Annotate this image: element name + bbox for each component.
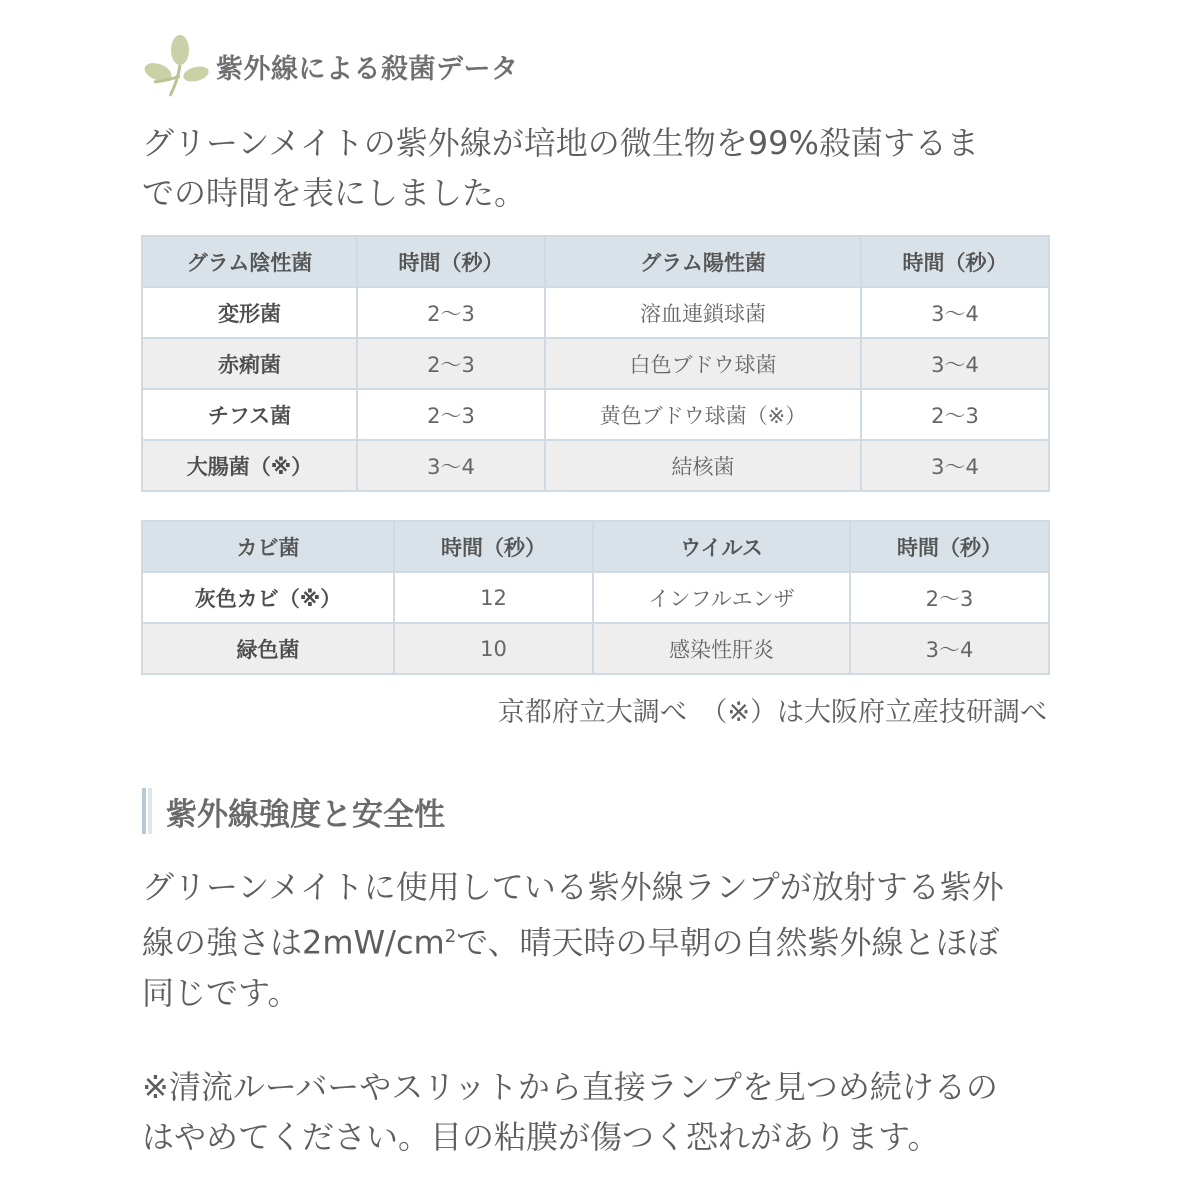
table-cell: 3〜4	[861, 287, 1049, 338]
intro-line-2: での時間を表にしました。	[142, 174, 527, 212]
uv-line-3: 同じです。	[142, 973, 300, 1012]
table-cell: インフルエンザ	[593, 572, 850, 623]
warning-line-1: ※清流ルーバーやスリットから直接ランプを見つめ続けるの	[142, 1068, 998, 1106]
header-gram-positive: グラム陽性菌	[545, 236, 861, 287]
table-cell: 変形菌	[142, 287, 357, 338]
table-cell: 2〜3	[357, 389, 545, 440]
uv-paragraph	[142, 862, 1052, 1018]
table-cell: チフス菌	[142, 389, 357, 440]
section-title: 紫外線による殺菌データ	[216, 53, 519, 85]
section-header	[140, 26, 519, 106]
uv-line-2-pre: 線の強さは2mW/cm	[142, 923, 445, 962]
uv-unit-superscript: 2	[444, 926, 457, 947]
table-cell: 赤痢菌	[142, 338, 357, 389]
table-row	[142, 623, 1049, 674]
table-cell: 大腸菌（※）	[142, 440, 357, 491]
table-cell: 2〜3	[357, 287, 545, 338]
table-row	[142, 440, 1049, 491]
table-cell: 緑色菌	[142, 623, 394, 674]
header-time: 時間（秒）	[861, 236, 1049, 287]
table-cell: 溶血連鎖球菌	[545, 287, 861, 338]
accent-bar	[142, 788, 146, 834]
uv-section-title: 紫外線強度と安全性	[166, 796, 445, 833]
uv-line-1: グリーンメイトに使用している紫外線ランプが放射する紫外	[142, 868, 1004, 906]
table-cell: 10	[394, 623, 593, 674]
warning-line-2: はやめてください。目の粘膜が傷つく恐れがあります。	[142, 1118, 940, 1156]
accent-bar-light	[148, 788, 152, 834]
uv-line-2-post: で、晴天時の早朝の自然紫外線とほぼ	[456, 923, 1000, 962]
source-note: 京都府立大調べ （※）は大阪府立産技研調べ	[497, 697, 1047, 728]
bacteria-table	[141, 235, 1050, 492]
table-cell: 感染性肝炎	[593, 623, 850, 674]
table-cell: 3〜4	[861, 338, 1049, 389]
table-row	[142, 287, 1049, 338]
intro-paragraph	[142, 118, 1042, 218]
header-time: 時間（秒）	[357, 236, 545, 287]
table-cell: 結核菌	[545, 440, 861, 491]
header-time: 時間（秒）	[394, 521, 593, 572]
header-virus: ウイルス	[593, 521, 850, 572]
table-cell: 灰色カビ（※）	[142, 572, 394, 623]
table-header-row	[142, 236, 1049, 287]
table-cell: 3〜4	[357, 440, 545, 491]
fungi-virus-table	[141, 520, 1050, 675]
table-row	[142, 389, 1049, 440]
table-cell: 3〜4	[861, 440, 1049, 491]
table-row	[142, 338, 1049, 389]
table-cell: 黄色ブドウ球菌（※）	[545, 389, 861, 440]
leaf-icon	[140, 30, 212, 102]
table-header-row	[142, 521, 1049, 572]
table-cell: 12	[394, 572, 593, 623]
table-cell: 2〜3	[861, 389, 1049, 440]
table-cell: 2〜3	[357, 338, 545, 389]
header-gram-negative: グラム陰性菌	[142, 236, 357, 287]
header-time: 時間（秒）	[850, 521, 1049, 572]
intro-line-1: グリーンメイトの紫外線が培地の微生物を99%殺菌するま	[142, 124, 979, 162]
table-row	[142, 572, 1049, 623]
warning-paragraph	[142, 1062, 1052, 1162]
table-cell: 3〜4	[850, 623, 1049, 674]
uv-section-header	[142, 788, 445, 834]
header-fungi: カビ菌	[142, 521, 394, 572]
table-cell: 白色ブドウ球菌	[545, 338, 861, 389]
table-cell: 2〜3	[850, 572, 1049, 623]
